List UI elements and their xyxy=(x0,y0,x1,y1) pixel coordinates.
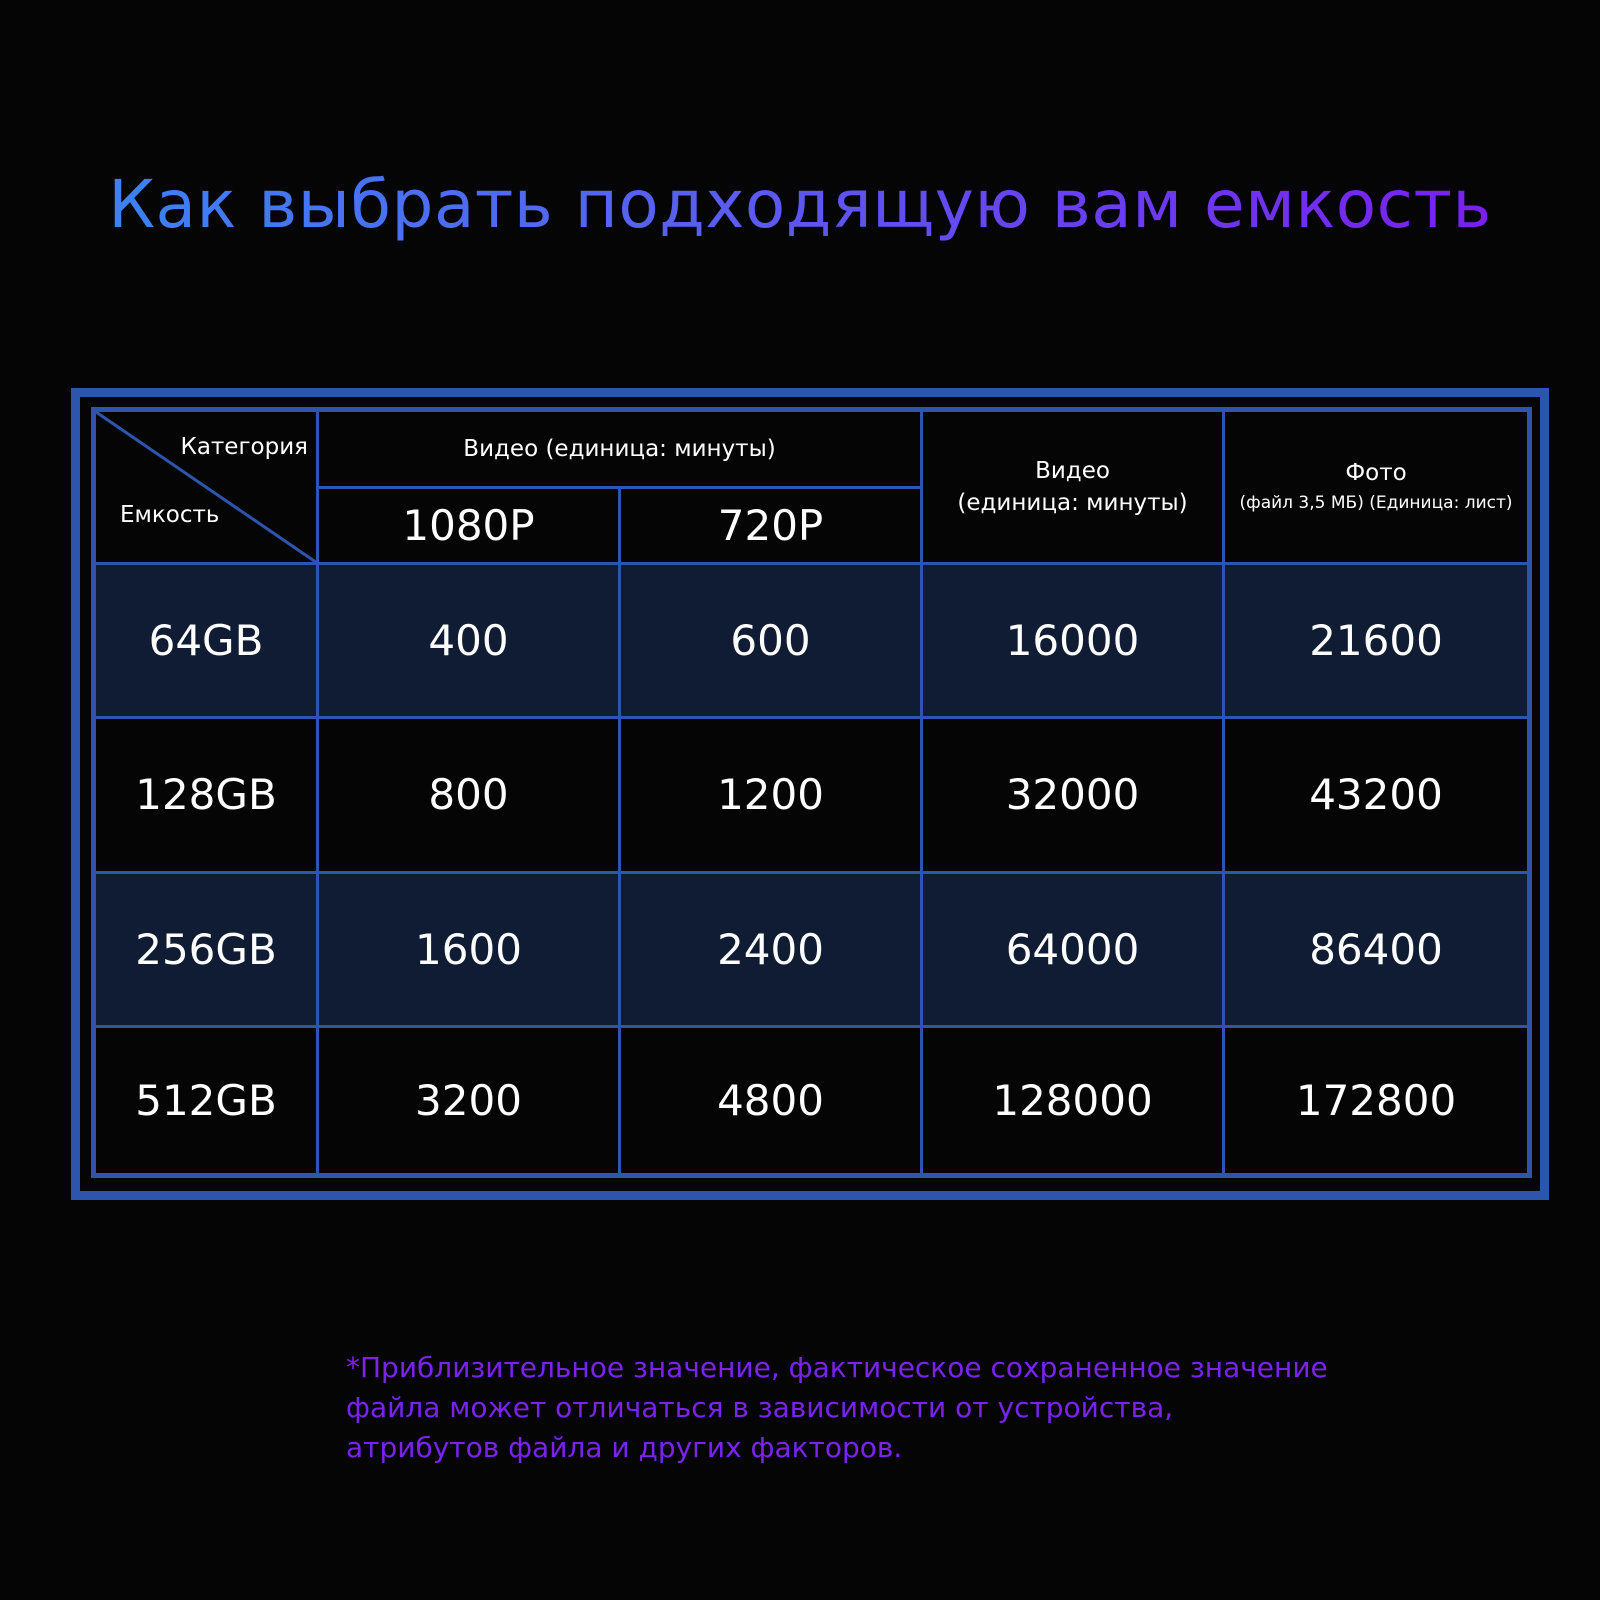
video-1080p-cell: 1600 xyxy=(318,872,620,1026)
video-720p-cell: 2400 xyxy=(620,872,922,1026)
header-photo xyxy=(1224,410,1530,564)
header-720p: 720P xyxy=(620,488,922,564)
capacity-cell: 64GB xyxy=(94,564,318,718)
video-1080p-cell: 3200 xyxy=(318,1026,620,1175)
video-cell: 32000 xyxy=(922,718,1224,872)
video-cell: 64000 xyxy=(922,872,1224,1026)
footnote xyxy=(346,1348,1346,1468)
header-1080p: 1080P xyxy=(318,488,620,564)
capacity-table xyxy=(91,407,1532,1178)
header-video-title: Видео xyxy=(1035,458,1110,485)
video-cell: 16000 xyxy=(922,564,1224,718)
video-720p-cell: 600 xyxy=(620,564,922,718)
footnote-line-2: файла может отличаться в зависимости от устройства, xyxy=(346,1391,1174,1424)
video-cell: 128000 xyxy=(922,1026,1224,1175)
footnote-line-1: *Приблизительное значение, фактическое сохраненное значение xyxy=(346,1351,1328,1384)
corner-header-cell xyxy=(94,410,318,564)
page-title xyxy=(0,160,1600,250)
video-720p-cell: 4800 xyxy=(620,1026,922,1175)
photo-cell: 86400 xyxy=(1224,872,1530,1026)
table-row xyxy=(94,872,1530,1026)
header-video xyxy=(922,410,1224,564)
header-photo-unit: (файл 3,5 МБ) (Единица: лист) xyxy=(1239,493,1513,514)
corner-capacity-label: Емкость xyxy=(120,502,220,529)
video-720p-cell: 1200 xyxy=(620,718,922,872)
footnote-line-3: атрибутов файла и других факторов. xyxy=(346,1431,903,1464)
corner-category-label: Категория xyxy=(180,434,308,460)
photo-cell: 172800 xyxy=(1224,1026,1530,1175)
video-1080p-cell: 400 xyxy=(318,564,620,718)
table-row xyxy=(94,564,1530,718)
header-video-unit: (единица: минуты) xyxy=(957,490,1188,517)
header-row-top xyxy=(94,410,1530,488)
header-photo-title: Фото xyxy=(1345,460,1407,487)
photo-cell: 43200 xyxy=(1224,718,1530,872)
capacity-cell: 256GB xyxy=(94,872,318,1026)
table-row xyxy=(94,718,1530,872)
photo-cell: 21600 xyxy=(1224,564,1530,718)
header-video-group: Видео (единица: минуты) xyxy=(318,410,922,488)
table-row xyxy=(94,1026,1530,1175)
capacity-cell: 128GB xyxy=(94,718,318,872)
capacity-cell: 512GB xyxy=(94,1026,318,1175)
video-1080p-cell: 800 xyxy=(318,718,620,872)
page-title-text: Как выбрать подходящую вам емкость xyxy=(108,166,1492,243)
